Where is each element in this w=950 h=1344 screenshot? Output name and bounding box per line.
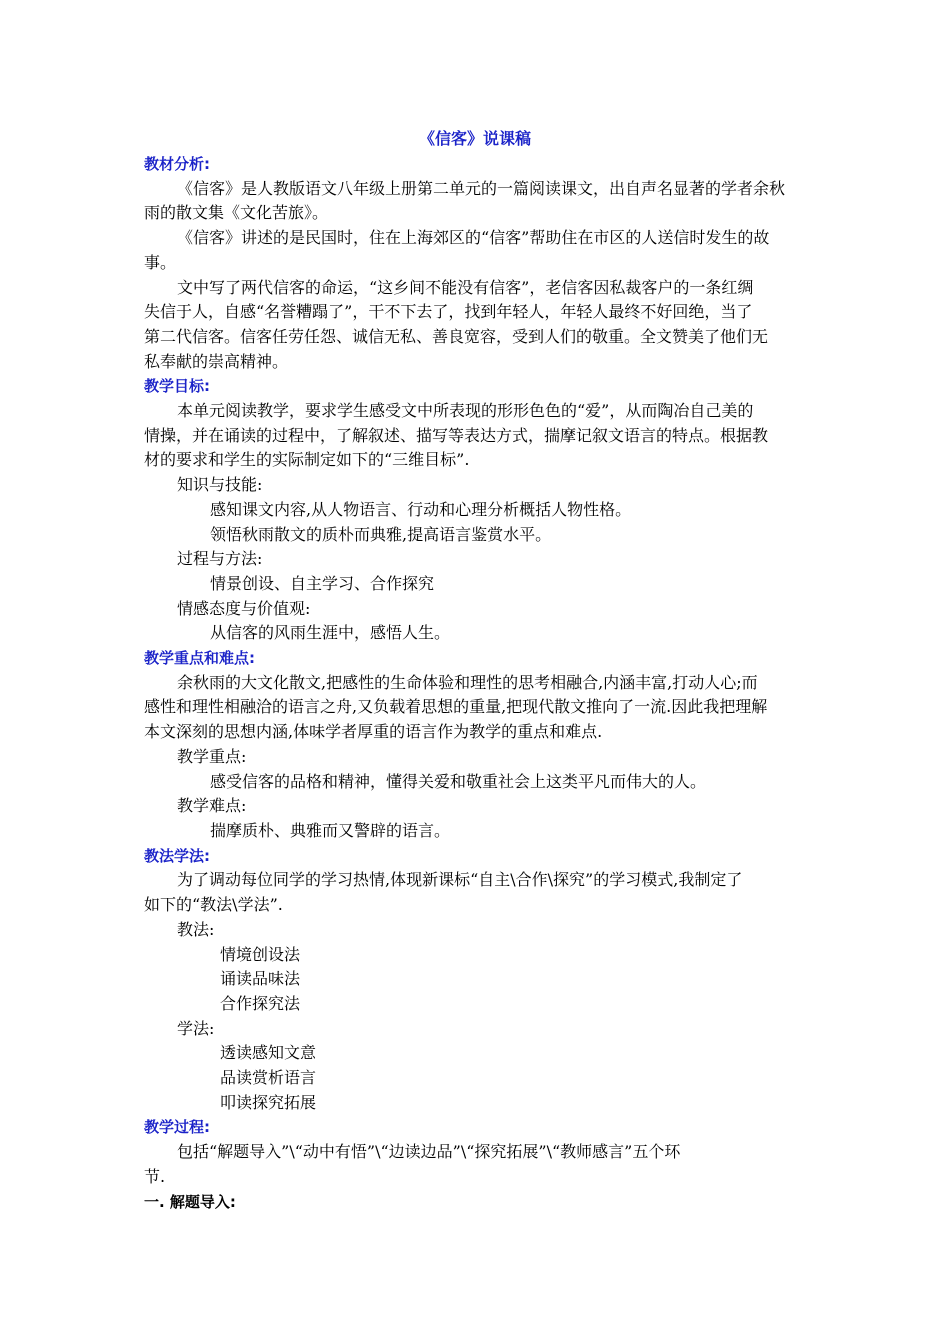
list-item: 叩读探究拓展 [220, 1092, 317, 1112]
paragraph-line: 为了调动每位同学的学习热情,体现新课标“自主\合作\探究”的学习模式,我制定了 [177, 870, 743, 890]
section-heading-key-difficulties: 教学重点和难点: [144, 649, 255, 668]
paragraph-line: 包括“解题导入”\“动中有悟”\“边读边品”\“探究拓展”\“教师感言”五个环 [177, 1142, 681, 1162]
paragraph-line: 《信客》讲述的是民国时，住在上海郊区的“信客”帮助住在市区的人送信时发生的故 [177, 228, 770, 248]
paragraph-line: 文中写了两代信客的命运，“这乡间不能没有信客”，老信客因私裁客户的一条红绸 [177, 277, 754, 297]
page-title: 《信客》说课稿 [418, 129, 531, 148]
sub-label-learning-methods: 学法: [177, 1018, 215, 1038]
paragraph-line: 雨的散文集《文化苦旅》。 [144, 203, 329, 223]
paragraph-line: 本单元阅读教学，要求学生感受文中所表现的形形色色的“爱”，从而陶冶自己美的 [177, 401, 754, 421]
paragraph-line: 第二代信客。信客任劳任怨、诚信无私、善良宽容，受到人们的敬重。全文赞美了他们无 [144, 326, 769, 346]
sub-label-knowledge: 知识与技能: [177, 475, 263, 495]
list-item: 情景创设、自主学习、合作探究 [210, 573, 435, 593]
paragraph-line: 私奉献的崇高精神。 [144, 351, 289, 371]
list-item: 感受信客的品格和精神，懂得关爱和敬重社会上这类平凡而伟大的人。 [210, 771, 707, 791]
section-heading-teaching-goals: 教学目标: [144, 377, 210, 396]
paragraph-line: 感性和理性相融洽的语言之舟,又负载着思想的重量,把现代散文推向了一流.因此我把理解 [144, 697, 768, 717]
paragraph-line: 材的要求和学生的实际制定如下的“三维目标”. [144, 450, 470, 470]
section-heading-teaching-process: 教学过程: [144, 1118, 210, 1137]
paragraph-line: 余秋雨的大文化散文,把感性的生命体验和理性的思考相融合,内涵丰富,打动人心;而 [177, 672, 758, 692]
subsection-heading-intro: 一. 解题导入: [144, 1192, 236, 1211]
list-item: 品读赏析语言 [220, 1068, 317, 1088]
sub-label-key-point: 教学重点: [177, 746, 247, 766]
list-item: 合作探究法 [220, 993, 301, 1013]
list-item: 情境创设法 [220, 944, 301, 964]
document-body [144, 152, 810, 1214]
sub-label-process: 过程与方法: [177, 549, 263, 569]
list-item: 领悟秋雨散文的质朴而典雅,提高语言鉴赏水平。 [210, 524, 552, 544]
paragraph-line: 本文深刻的思想内涵,体味学者厚重的语言作为教学的重点和难点. [144, 722, 603, 742]
paragraph-line: 失信于人，自感“名誉糟蹋了”，干不下去了，找到年轻人，年轻人最终不好回绝，当了 [144, 302, 753, 322]
paragraph-line: 节. [144, 1166, 166, 1186]
list-item: 从信客的风雨生涯中，感悟人生。 [210, 623, 451, 643]
list-item: 揣摩质朴、典雅而又警辟的语言。 [210, 820, 451, 840]
section-heading-textbook-analysis: 教材分析: [144, 155, 210, 173]
sub-label-teaching-methods: 教法: [177, 919, 215, 939]
paragraph-line: 如下的“教法\学法”. [144, 895, 283, 915]
list-item: 透读感知文意 [220, 1043, 317, 1063]
sub-label-difficulty: 教学难点: [177, 796, 247, 816]
paragraph-line: 《信客》是人教版语文八年级上册第二单元的一篇阅读课文，出自声名显著的学者余秋 [177, 178, 786, 198]
list-item: 感知课文内容,从人物语言、行动和心理分析概括人物性格。 [210, 499, 632, 519]
paragraph-line: 事。 [144, 252, 177, 272]
list-item: 诵读品味法 [220, 969, 301, 989]
paragraph-line: 情操，并在诵读的过程中，了解叙述、描写等表达方式，揣摩记叙文语言的特点。根据教 [144, 425, 769, 445]
section-heading-methods: 教法学法: [144, 846, 210, 865]
sub-label-emotion: 情感态度与价值观: [177, 598, 311, 618]
